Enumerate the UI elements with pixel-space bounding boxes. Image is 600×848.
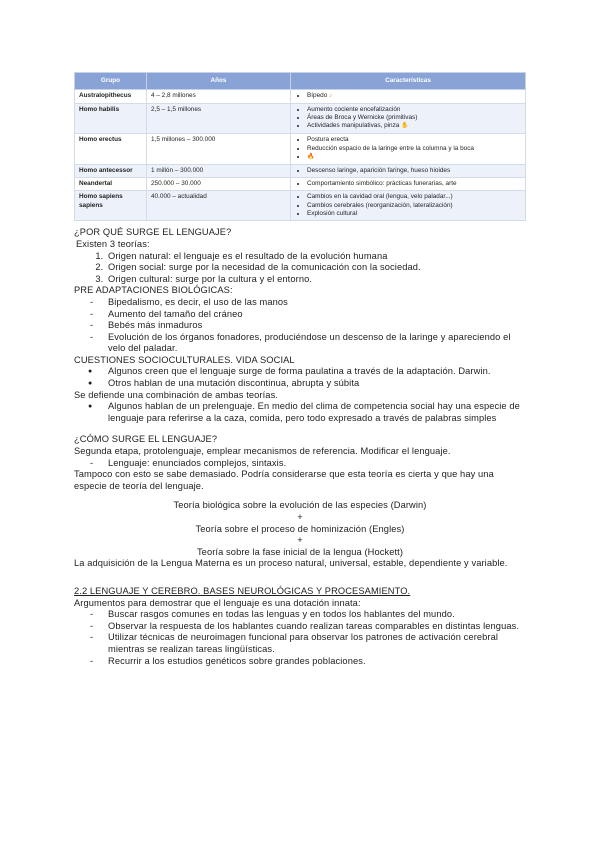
table-row: [75, 178, 526, 191]
theories-intro: Existen 3 teorías:: [76, 238, 150, 249]
list-item: - Lenguaje: enunciados complejos, sintaxis.: [108, 458, 526, 470]
trait: • Aumento cociente encefalización: [307, 106, 521, 114]
theory-engles: Teoría sobre el proceso de hominización (Engles): [195, 523, 405, 534]
arguments-list: [74, 609, 526, 667]
paragraph: Tampoco con esto se sabe demasiado. Podría considerarse que esta teoría es cierta y que hay una especie de teoría del lenguaje.: [74, 469, 494, 491]
trait: • Cambios en la cavidad oral (lengua, velo paladar...): [307, 193, 521, 201]
cell-group: Homo antecessor: [75, 164, 147, 177]
section-brain: [74, 586, 526, 667]
defend-list: [74, 401, 526, 424]
col-header-traits: Características: [291, 73, 526, 90]
paragraph: La adquisición de la Lengua Materna es un proceso natural, universal, estable, dependiente y variable.: [74, 558, 508, 569]
fire-icon: 🔥: [307, 153, 315, 160]
list-item: - Aumento del tamaño del cráneo: [108, 309, 526, 321]
cell-years: 250.000 – 30.000: [147, 178, 291, 191]
cell-group: Homo sapiens sapiens: [75, 191, 147, 221]
cell-traits: [291, 134, 526, 164]
cell-years: 40.000 – actualidad: [147, 191, 291, 221]
sociocultural-list: [74, 366, 526, 389]
table-row: [75, 134, 526, 164]
cell-traits: [291, 90, 526, 104]
heading-sociocultural: CUESTIONES SOCIOCULTURALES. VIDA SOCIAL: [74, 354, 295, 365]
footprint-icon: ♪: [329, 93, 333, 99]
cell-traits: [291, 178, 526, 191]
list-item: 2. Origen social: surge por la necesidad de la comunicación con la sociedad.: [106, 262, 526, 274]
defend-paragraph: Se defiende una combinación de ambas teorías.: [74, 389, 278, 400]
trait: • Áreas de Broca y Wernicke (primitivas): [307, 114, 521, 122]
theory-hockett: Teoría sobre la fase inicial de la lengua (Hockett): [196, 546, 404, 557]
how-list: [74, 458, 526, 470]
trait: Actividades manipulativas, pinza: [307, 122, 400, 130]
cell-years: 4 – 2,8 millones: [147, 90, 291, 104]
table-row: [75, 90, 526, 104]
list-item: 3. Origen cultural: surge por la cultura y el entorno.: [106, 274, 526, 286]
list-item: - Utilizar técnicas de neuroimagen funcional para observar los patrones de activación cerebral mientras se realizan tareas lingüísticas.: [108, 632, 526, 655]
list-item: 1. Origen natural: el lenguaje es el resultado de la evolución humana: [106, 251, 526, 263]
cell-traits: [291, 164, 526, 177]
trait: • Explosión cultural: [307, 210, 521, 218]
cell-group: Homo habilis: [75, 103, 147, 133]
section-how: [74, 434, 526, 570]
heading-why: ¿POR QUÉ SURGE EL LENGUAJE?: [74, 227, 232, 238]
paragraph: Argumentos para demostrar que el lenguaje es una dotación innata:: [74, 597, 361, 608]
plus-sign: +: [297, 512, 303, 522]
table-row: [75, 191, 526, 221]
trait: • Descenso laringe, aparición faringe, hueso hioides: [307, 167, 521, 175]
list-item: - Buscar rasgos comunes en todas las lenguas y en todos los hablantes del mundo.: [108, 609, 526, 621]
evolution-table: [74, 72, 526, 221]
trait: • Postura erecta: [307, 136, 521, 144]
list-item: - Bebés más inmaduros: [108, 320, 526, 332]
table-row: [75, 103, 526, 133]
cell-group: Australopithecus: [75, 90, 147, 104]
heading-brain: 2.2 LENGUAJE Y CEREBRO. BASES NEUROLÓGICAS Y PROCESAMIENTO.: [74, 585, 411, 596]
list-item: ● Otros hablan de una mutación discontinua, abrupta y súbita: [108, 378, 526, 390]
document-page: [74, 72, 526, 667]
cell-years: 2,5 – 1,5 millones: [147, 103, 291, 133]
table-row: [75, 164, 526, 177]
heading-how: ¿CÓMO SURGE EL LENGUAJE?: [74, 434, 218, 445]
plus-sign: +: [297, 535, 303, 546]
cell-group: Homo erectus: [75, 134, 147, 164]
cell-years: 1,5 millones – 300.000: [147, 134, 291, 164]
cell-group: Neandertal: [75, 178, 147, 191]
trait: • Reducción espacio de la laringe entre la columna y la boca: [307, 145, 521, 153]
table-header-row: [75, 73, 526, 90]
theories-list: [74, 251, 526, 286]
heading-pre-adaptations: PRE ADAPTACIONES BIOLÓGICAS:: [74, 285, 233, 296]
hand-icon: ✋: [401, 123, 409, 130]
list-item: - Observar la respuesta de los hablantes cuando realizan tareas comparables en distintas lenguas.: [108, 621, 526, 633]
list-item: - Evolución de los órganos fonadores, produciéndose un descenso de la laringe y apareciendo el velo del paladar.: [108, 332, 526, 355]
paragraph: Segunda etapa, protolenguaje, emplear mecanismos de referencia. Modificar el lenguaje.: [74, 446, 451, 457]
pre-adaptations-list: [74, 297, 526, 355]
list-item: ● Algunos creen que el lenguaje surge de forma paulatina a través de la adaptación. Darwin.: [108, 366, 526, 378]
trait: Bípedo: [307, 92, 328, 99]
list-item: ● Algunos hablan de un prelenguaje. En medio del clima de competencia social hay una especie de lenguaje para referirse a la caza, comida, pero todo expresado a través de palabras simples: [108, 401, 526, 424]
col-header-years: Años: [147, 73, 291, 90]
theory-darwin: Teoría biológica sobre la evolución de las especies (Darwin): [173, 500, 427, 511]
trait: • Comportamiento simbólico: prácticas funerarias, arte: [307, 180, 521, 188]
cell-traits: [291, 191, 526, 221]
list-item: - Bipedalismo, es decir, el uso de las manos: [108, 297, 526, 309]
section-why: [74, 227, 526, 424]
cell-years: 1 millón – 300.000: [147, 164, 291, 177]
trait: • Cambios cerebrales (reorganización, lateralización): [307, 202, 521, 210]
col-header-group: Grupo: [75, 73, 147, 90]
list-item: - Recurrir a los estudios genéticos sobre grandes poblaciones.: [108, 656, 526, 668]
cell-traits: [291, 103, 526, 133]
